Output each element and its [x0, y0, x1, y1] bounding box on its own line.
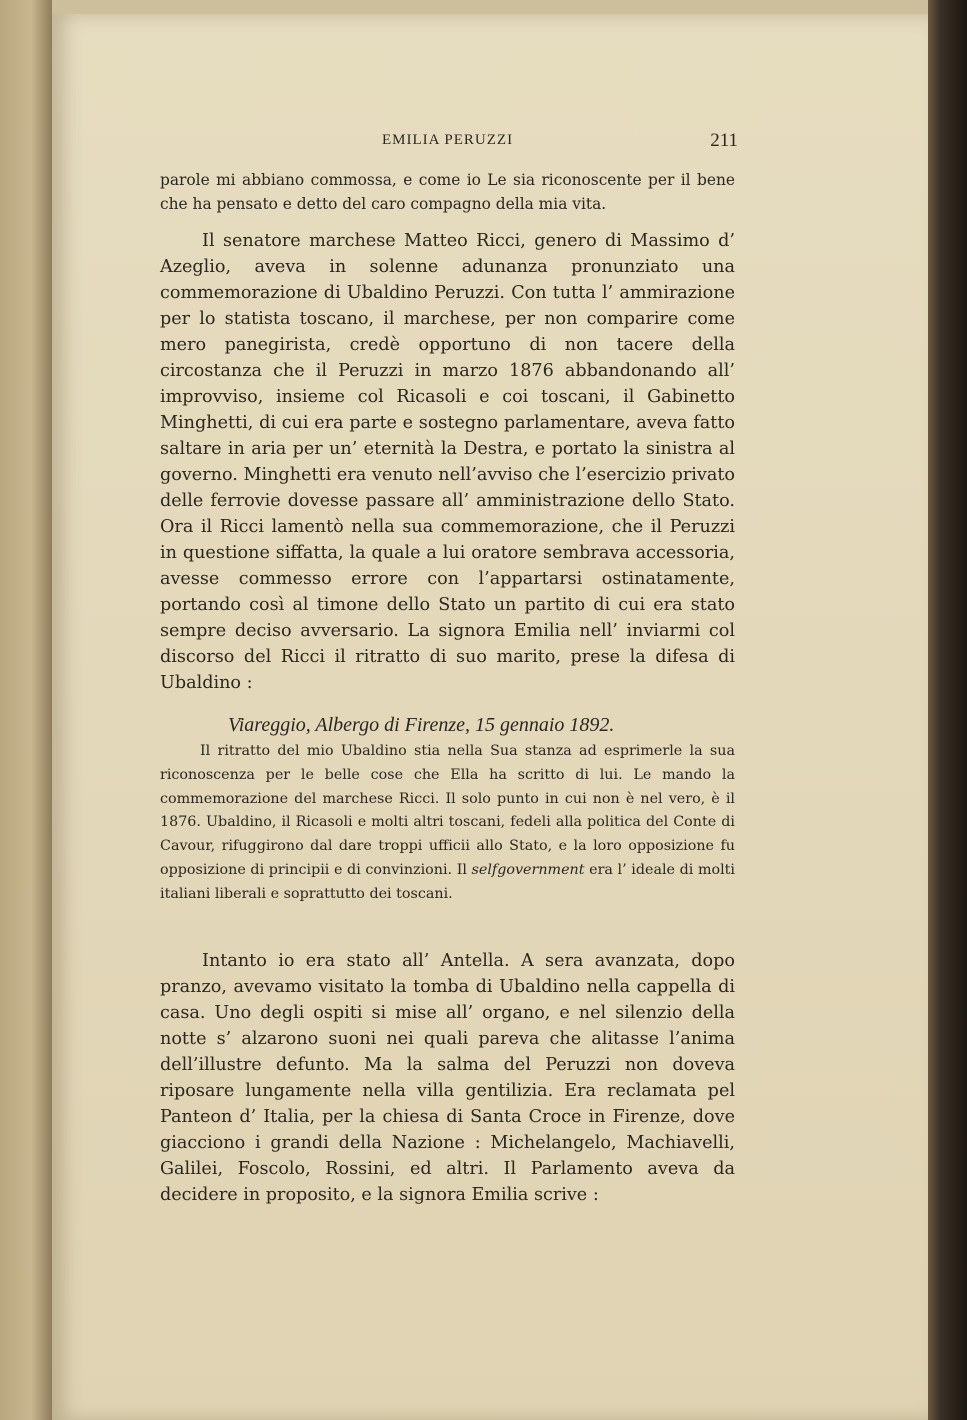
left-page-edge — [0, 0, 52, 1420]
paragraph-1-block — [160, 168, 735, 216]
book-edge — [928, 0, 967, 1420]
quote-italic-term: selfgovernment — [471, 861, 585, 878]
running-header — [160, 130, 738, 154]
letter-quote — [160, 740, 735, 907]
paragraph-2: Il senatore marchese Matteo Ricci, genero di Massimo d’ Azeglio, aveva in solenne adunanza pronunziato una commemorazione di Ubaldino Peruzzi. Con tutta l’ ammirazione per lo statista toscano, il marchese, per non comparire come mero panegirista, credè opportuno di non tacere della circostanza che il Peruzzi in marzo 1876 abbandonando all’ improvviso, insieme col Ricasoli e coi toscani, il Gabinetto Minghetti, di cui era parte e sostegno parlamentare, aveva fatto saltare in aria per un’ eternità la Destra, e portato la sinistra al governo. Minghetti era venuto nell’avviso che l’esercizio privato delle ferrovie dovesse passare all’ amministrazione dello Stato. Ora il Ricci lamentò nella sua commemorazione, che il Peruzzi in questione siffatta, la quale a lui oratore sembrava accessoria, avesse commesso errore con l’appartarsi ostinatamente, portando così al timone dello Stato un partito di cui era stato sempre deciso avversario. La signora Emilia nell’ inviarmi col discorso del Ricci il ritratto di suo marito, prese la difesa di Ubaldino : — [160, 231, 735, 693]
header-title: EMILIA PERUZZI — [382, 132, 514, 148]
quote-text-2: era l’ ideale di molti italiani liberali e soprattutto dei toscani. — [160, 861, 735, 902]
paragraph-2-block — [160, 228, 735, 696]
paragraph-3-block — [160, 948, 735, 1208]
page-number: 211 — [710, 130, 738, 151]
paragraph-1: parole mi abbiano commossa, e come io Le sia riconoscente per il bene che ha pensato e detto del caro compagno della mia vita. — [160, 171, 735, 213]
quote-text-1: Il ritratto del mio Ubaldino stia nella Sua stanza ad esprimerle la sua riconoscenza per le belle cose che Ella ha scritto di lui. Le mando la commemorazione del marchese Ricci. Il solo punto in cui non è nel vero, è il 1876. Ubaldino, il Ricasoli e molti altri toscani, fedeli alla politica del Conte di Cavour, rifuggirono dal dare troppi ufficii allo Stato, e la loro opposizione fu opposizione di principii e di convinzioni. Il — [160, 743, 735, 878]
paragraph-3: Intanto io era stato all’ Antella. A sera avanzata, dopo pranzo, avevamo visitato la tomba di Ubaldino nella cappella di casa. Uno degli ospiti si mise all’ organo, e nel silenzio della notte s’ alzarono suoni nei quali pareva che alitasse l’anima dell’illustre defunto. Ma la salma del Peruzzi non doveva riposare lungamente nella villa gentilizia. Era reclamata pel Panteon d’ Italia, per la chiesa di Santa Croce in Firenze, dove giacciono i grandi della Nazione : Michelangelo, Machiavelli, Galilei, Foscolo, Rossini, ed altri. Il Parlamento aveva da decidere in proposito, e la signora Emilia scrive : — [160, 951, 735, 1205]
letter-heading: Viareggio, Albergo di Firenze, 15 gennaio 1892. — [228, 714, 615, 736]
